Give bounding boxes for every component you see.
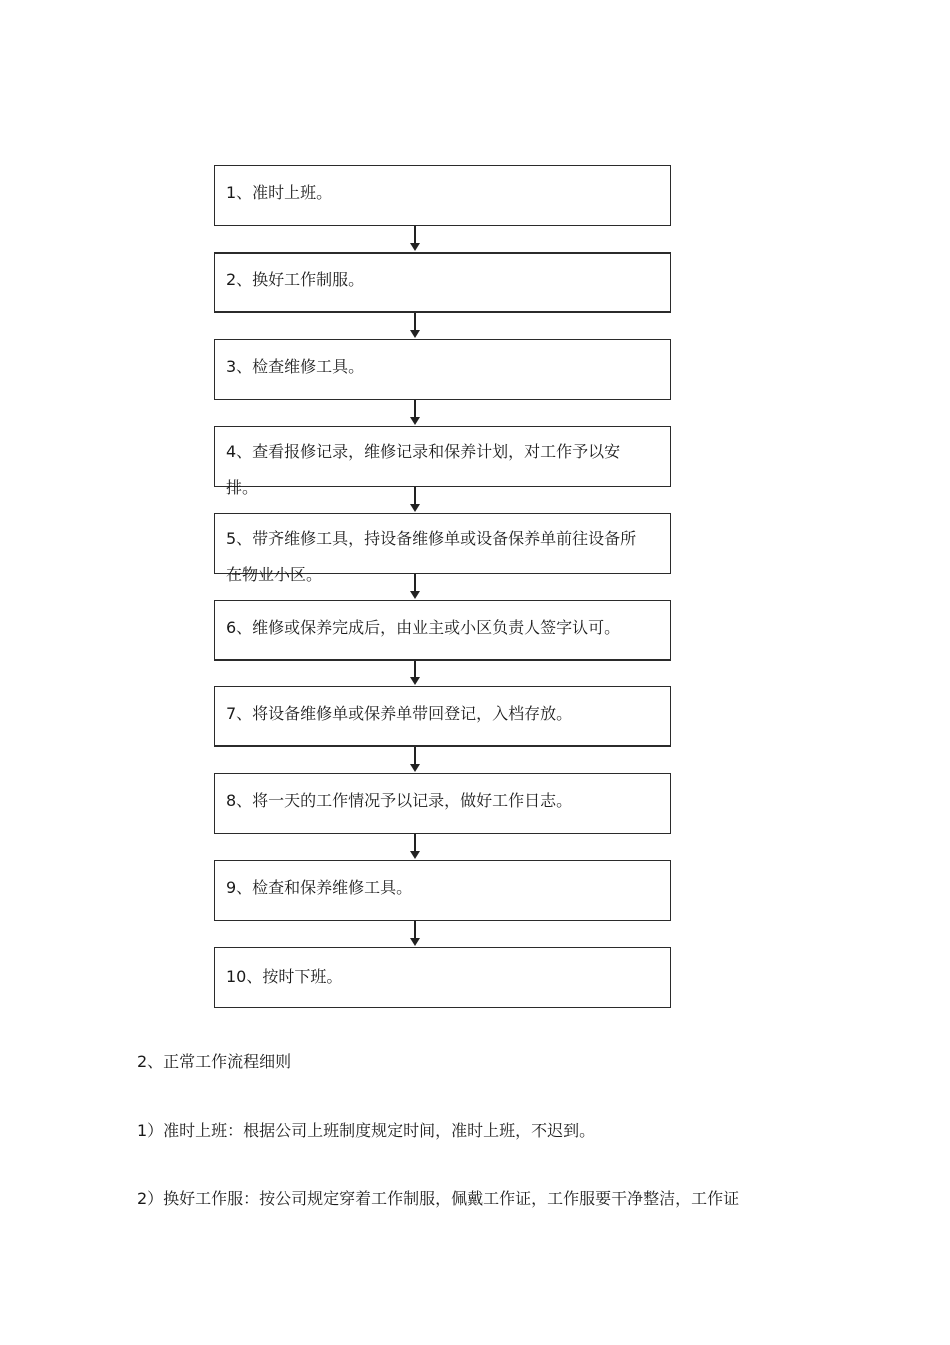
- flow-step-text: 9、检查和保养维修工具。: [226, 878, 413, 897]
- connector-line: [414, 661, 416, 678]
- flow-step-text: 5、带齐维修工具，持设备维修单或设备保养单前往设备所在物业小区。: [226, 529, 637, 584]
- arrow-down-icon: [410, 417, 420, 425]
- connector-line: [414, 400, 416, 418]
- flow-step-text: 4、查看报修记录，维修记录和保养计划，对工作予以安排。: [226, 442, 621, 497]
- flow-step-text: 6、维修或保养完成后，由业主或小区负责人签字认可。: [226, 618, 621, 637]
- flow-step-text: 3、检查维修工具。: [226, 357, 365, 376]
- arrow-down-icon: [410, 764, 420, 772]
- flow-step-text: 1、准时上班。: [226, 183, 333, 202]
- arrow-down-icon: [410, 938, 420, 946]
- arrow-down-icon: [410, 243, 420, 251]
- flow-step-text: 2、换好工作制服。: [226, 270, 365, 289]
- connector-line: [414, 834, 416, 852]
- connector-line: [414, 921, 416, 939]
- arrow-down-icon: [410, 851, 420, 859]
- arrow-down-icon: [410, 677, 420, 685]
- flow-step-text: 8、将一天的工作情况予以记录，做好工作日志。: [226, 791, 573, 810]
- detail-item-2: 2）换好工作服：按公司规定穿着工作制服，佩戴工作证，工作服要干净整洁，工作证: [137, 1189, 740, 1208]
- connector-line: [414, 313, 416, 331]
- detail-item-1: 1）准时上班：根据公司上班制度规定时间，准时上班，不迟到。: [137, 1121, 596, 1140]
- arrow-down-icon: [410, 330, 420, 338]
- connector-line: [414, 226, 416, 244]
- flow-step-text: 10、按时下班。: [226, 967, 343, 986]
- connector-line: [414, 747, 416, 765]
- flow-step-text: 7、将设备维修单或保养单带回登记，入档存放。: [226, 704, 573, 723]
- section-heading: 2、正常工作流程细则: [137, 1052, 292, 1071]
